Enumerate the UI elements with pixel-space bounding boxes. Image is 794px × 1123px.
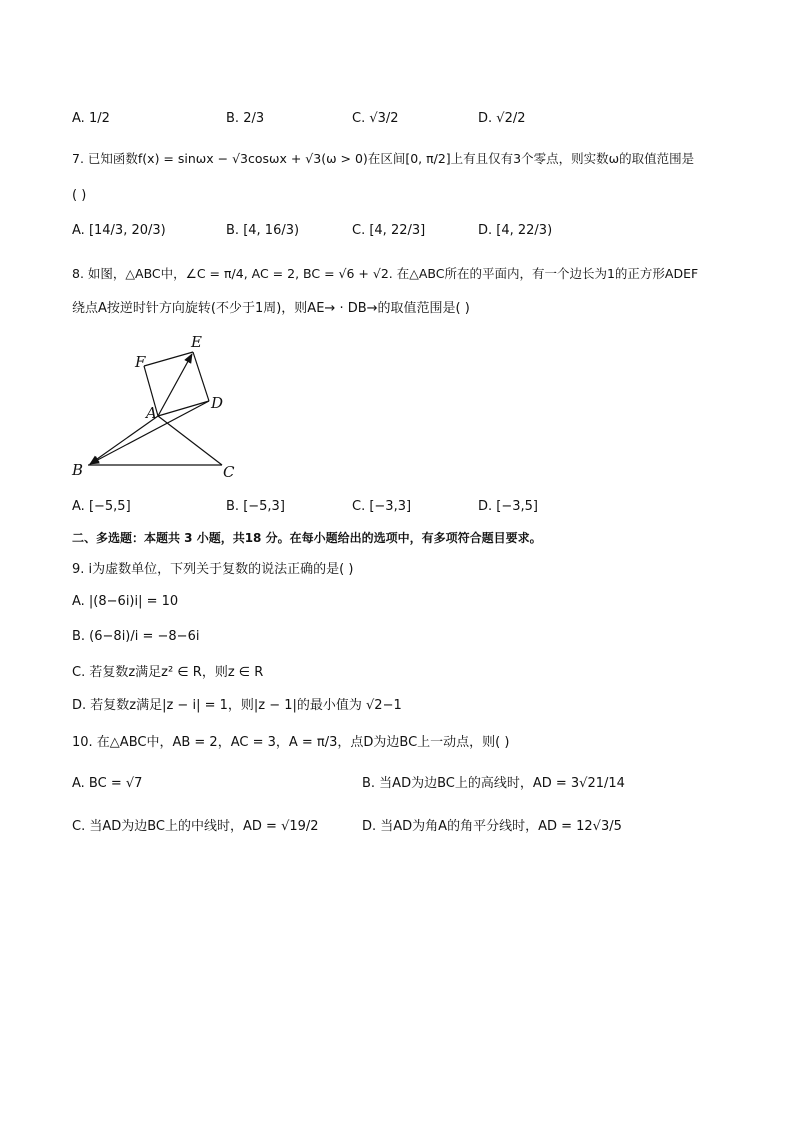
- segment-ad: [158, 401, 209, 416]
- option-value: √3/2: [369, 111, 399, 126]
- q9-option-a[interactable]: A. |(8−6i)i| = 10: [72, 594, 179, 609]
- option-value: 2/3: [243, 111, 265, 126]
- option-value: 1/2: [88, 111, 110, 126]
- q7-option-b[interactable]: [226, 222, 299, 240]
- option-label: A.: [72, 223, 89, 238]
- q10-option-a[interactable]: A. BC = √7: [72, 776, 143, 791]
- option-label: D.: [478, 111, 497, 126]
- point-label-f: F: [135, 353, 146, 371]
- option-value: [4, 22/3): [496, 223, 553, 238]
- q8-option-a[interactable]: [72, 498, 131, 516]
- q9-stem: 9. i为虚数单位，下列关于复数的说法正确的是( ): [72, 562, 354, 577]
- point-label-b: B: [72, 461, 84, 479]
- vector-ae: [158, 354, 192, 416]
- q10-option-c[interactable]: C. 当AD为边BC上的中线时，AD = √19/2: [72, 819, 319, 834]
- option-label: D.: [478, 499, 497, 514]
- q10-stem: 10. 在△ABC中，AB = 2，AC = 3，A = π/3，点D为边BC上一动点，则( ): [72, 735, 510, 750]
- option-value: [−5,3]: [243, 499, 285, 514]
- option-value: [−3,5]: [496, 499, 538, 514]
- q8-stem-line1: 8. 如图，△ABC中，∠C = π/4, AC = 2, BC = √6 + √2. 在△ABC所在的平面内，有一个边长为1的正方形ADEF: [72, 266, 699, 281]
- q8-stem-line2: 绕点A按逆时针方向旋转(不少于1周)，则AE→ · DB→的取值范围是( ): [72, 301, 470, 316]
- q7-option-c[interactable]: [352, 222, 425, 240]
- option-value: [4, 16/3): [243, 223, 300, 238]
- option-label: A.: [72, 499, 89, 514]
- segment-ed: [193, 352, 209, 401]
- q9-option-d[interactable]: D. 若复数z满足|z − i| = 1，则|z − 1|的最小值为 √2−1: [72, 698, 402, 713]
- point-label-c: C: [223, 463, 235, 481]
- option-label: C.: [352, 499, 370, 514]
- q9-option-b[interactable]: B. (6−8i)/i = −8−6i: [72, 629, 200, 644]
- q7-option-d[interactable]: [478, 222, 552, 240]
- option-label: A.: [72, 111, 89, 126]
- option-label: B.: [226, 111, 244, 126]
- option-value: [−5,5]: [88, 499, 131, 514]
- q6-option-b[interactable]: [226, 110, 264, 128]
- q6-option-d[interactable]: [478, 110, 526, 128]
- option-value: [14/3, 20/3): [88, 223, 166, 238]
- q7-stem: 7. 已知函数f(x) = sinωx − √3cosωx + √3(ω > 0)在区间[0, π/2]上有且仅有3个零点，则实数ω的取值范围是: [72, 151, 695, 166]
- section-heading-multi-choice: 二、多选题：本题共 3 小题，共18 分。在每小题给出的选项中，有多项符合题目要求。: [72, 531, 542, 545]
- option-label: D.: [478, 223, 497, 238]
- point-label-a: A: [146, 404, 157, 422]
- vector-ab: [90, 416, 158, 464]
- point-label-e: E: [191, 333, 202, 351]
- point-label-d: D: [211, 394, 224, 412]
- q10-option-d[interactable]: D. 当AD为角A的角平分线时，AD = 12√3/5: [362, 819, 622, 834]
- q8-option-b[interactable]: [226, 498, 285, 516]
- option-value: √2/2: [496, 111, 526, 126]
- q10-option-b[interactable]: B. 当AD为边BC上的高线时，AD = 3√21/14: [362, 776, 625, 791]
- q8-option-c[interactable]: [352, 498, 411, 516]
- option-label: B.: [226, 499, 244, 514]
- q6-option-a[interactable]: [72, 110, 110, 128]
- option-label: C.: [352, 111, 370, 126]
- segment-ac: [158, 416, 222, 465]
- q9-option-c[interactable]: C. 若复数z满足z² ∈ R，则z ∈ R: [72, 665, 264, 680]
- option-value: [4, 22/3]: [369, 223, 426, 238]
- option-label: B.: [226, 223, 244, 238]
- segment-fe: [144, 352, 193, 366]
- q6-option-c[interactable]: [352, 110, 399, 128]
- option-label: C.: [352, 223, 370, 238]
- q7-answer-paren: ( ): [72, 188, 87, 203]
- q7-option-a[interactable]: [72, 222, 166, 240]
- q8-option-d[interactable]: [478, 498, 538, 516]
- option-value: [−3,3]: [369, 499, 412, 514]
